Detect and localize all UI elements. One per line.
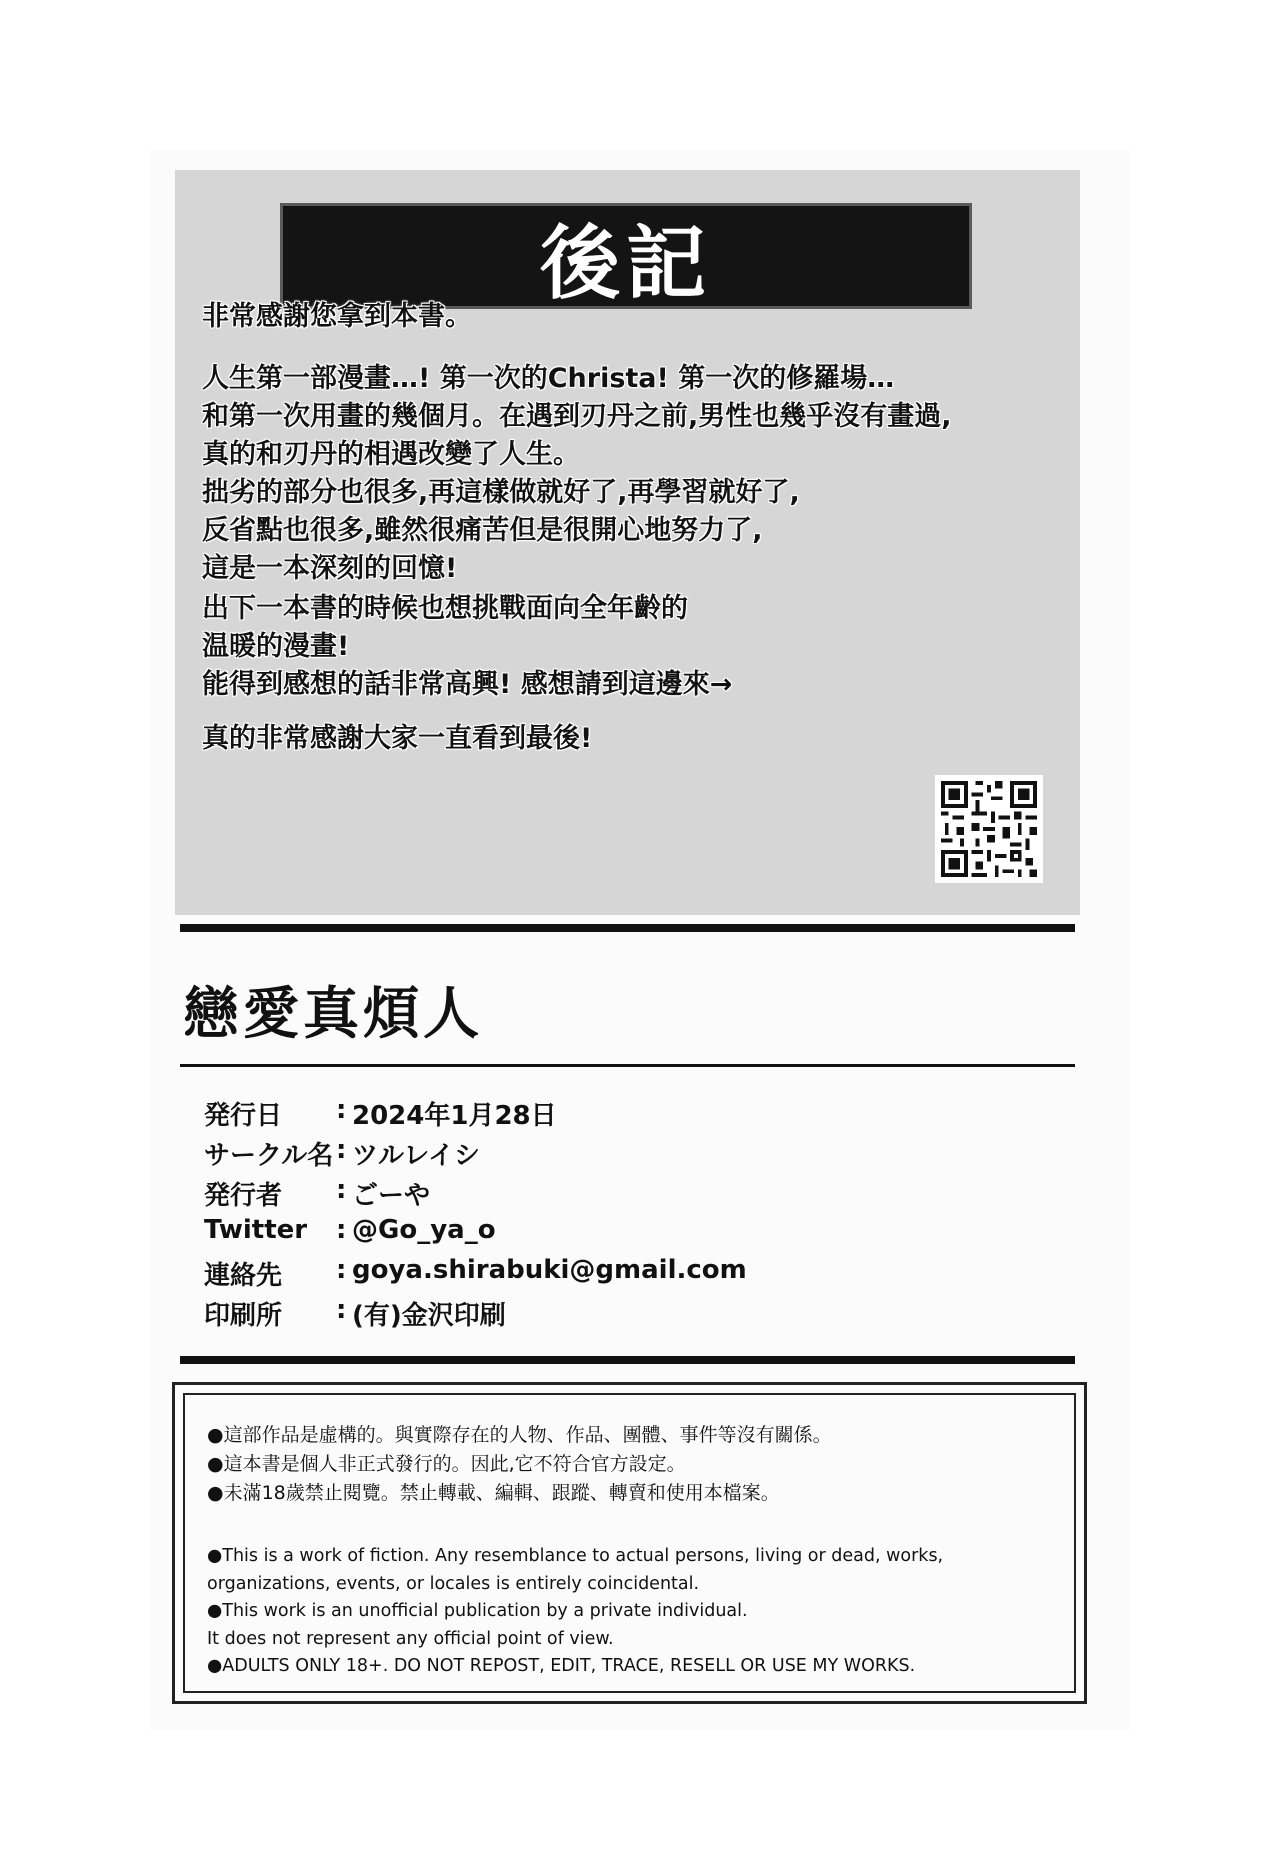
notice-line: ●未滿18歲禁止閱覽。禁止轉載、編輯、跟蹤、轉賣和使用本檔案。 [207,1482,780,1504]
divider-rule [180,1064,1075,1067]
divider-rule [180,1356,1075,1364]
notice-line: ●ADULTS ONLY 18+. DO NOT REPOST, EDIT, TRACE, RESELL OR USE MY WORKS. [207,1656,916,1676]
notice-line: It does not represent any official point of view. [207,1628,614,1649]
afterword-line: 人生第一部漫畫…! 第一次的Christa! 第一次的修羅場… [202,363,895,394]
colophon-label: Twitter [204,1215,308,1245]
afterword-line: 拙劣的部分也很多,再這樣做就好了,再學習就好了, [202,477,800,508]
divider-rule [180,924,1075,932]
afterword-line: 真的非常感謝大家一直看到最後! [202,723,593,754]
qr-code-icon[interactable] [935,775,1043,883]
afterword-paragraph-1 [202,298,472,336]
colophon-value: 2024年1月28日 [352,1101,557,1131]
notice-japanese [207,1421,832,1508]
afterword-paragraph-2 [202,360,952,588]
afterword-line: 非常感謝您拿到本書。 [202,301,472,332]
afterword-line: 和第一次用畫的幾個月。在遇到刃丹之前,男性也幾乎沒有畫過, [202,401,952,432]
notice-line: ●This work is an unofficial publication by a private individual. [207,1601,748,1621]
afterword-title: 後記 [540,216,712,310]
afterword-line: 真的和刃丹的相遇改變了人生。 [202,439,580,470]
colophon-separator: : [336,1295,347,1325]
notice-line: ●This is a work of fiction. Any resemblance to actual persons, living or dead, works, [207,1546,944,1566]
notice-line: organizations, events, or locales is entirely coincidental. [207,1573,700,1594]
book-title: 戀愛真煩人 [183,982,483,1047]
afterword-line: 温暖的漫畫! [202,631,350,662]
notice-box [172,1382,1087,1704]
afterword-line: 這是一本深刻的回憶! [202,553,458,584]
notice-english [207,1543,943,1681]
notice-line: ●這本書是個人非正式發行的。因此,它不符合官方設定。 [207,1453,686,1475]
afterword-paragraph-3 [202,590,732,704]
colophon-separator: : [336,1095,347,1125]
colophon-label: 発行者 [204,1181,283,1211]
notice-inner-frame [183,1393,1076,1693]
colophon-separator: : [336,1215,347,1245]
colophon-label: サークル名 [204,1141,334,1171]
colophon-value: ごーや [352,1181,431,1211]
colophon-label: 連絡先 [204,1261,283,1291]
colophon-separator: : [336,1135,347,1165]
afterword-title-bar [280,203,972,309]
afterword-line: 能得到感想的話非常高興! 感想請到這邊來→ [202,669,733,700]
twitter-handle-link[interactable]: @Go_ya_o [352,1215,496,1245]
afterword-line: 反省點也很多,雖然很痛苦但是很開心地努力了, [202,515,763,546]
colophon-separator: : [336,1255,347,1285]
qr-code-graphic [941,781,1037,877]
contact-email-link[interactable]: goya.shirabuki@gmail.com [352,1255,747,1285]
colophon-label: 印刷所 [204,1301,283,1331]
colophon-separator: : [336,1175,347,1205]
colophon-label: 発行日 [204,1101,283,1131]
colophon-value: ツルレイシ [352,1141,481,1171]
notice-line: ●這部作品是虛構的。與實際存在的人物、作品、團體、事件等沒有關係。 [207,1424,832,1446]
afterword-paragraph-4 [202,720,592,758]
afterword-line: 出下一本書的時候也想挑戰面向全年齡的 [202,593,688,624]
colophon-value: (有)金沢印刷 [352,1301,506,1331]
afterword-panel [175,170,1080,915]
